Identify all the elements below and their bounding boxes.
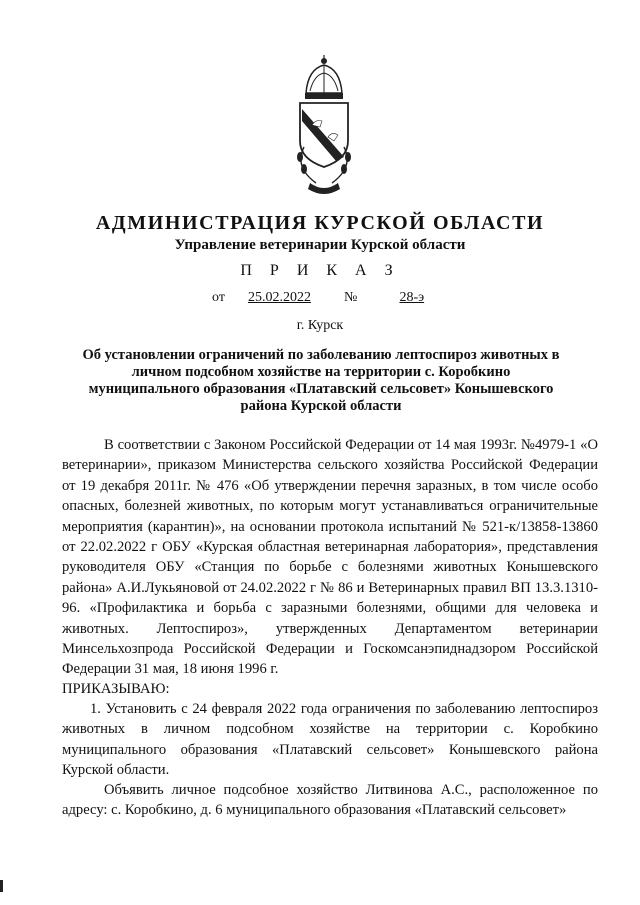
city: г. Курск: [296, 318, 344, 333]
number-sign: №: [343, 290, 358, 305]
paragraph-announce: Объявить личное подсобное хозяйство Литвинова А.С., расположенное по адресу: с. Коробкино, д. 6 муниципального образования «Платавский сельсовет»: [62, 782, 598, 819]
date-number-line: [212, 290, 457, 306]
scan-edge-mark: [0, 880, 3, 892]
date-prefix: от: [212, 290, 225, 305]
org-subtitle: Управление ветеринарии Курской области: [174, 237, 466, 253]
paragraph-item-1: 1. Установить с 24 февраля 2022 года ограничения по заболеванию лептоспироз животных в личном подсобном хозяйстве на территории с. Коробкино муниципального образования «Платавский сельсовет» Конышевского района Курской области.: [62, 701, 598, 779]
org-title: АДМИНИСТРАЦИЯ КУРСКОЙ ОБЛАСТИ: [95, 212, 545, 234]
document-title: Об установлении ограничений по заболеванию лептоспироз животных в личном подсобном хозяйстве на территории с. Коробкино муниципального образования «Платавский сельсовет» Конышевского района Курской области: [82, 347, 560, 414]
coat-of-arms-emblem: [292, 55, 356, 205]
document-number: 28-э: [399, 290, 425, 305]
document-date: 25.02.2022: [247, 290, 311, 305]
order-word: ПРИКАЗЫВАЮ:: [62, 681, 170, 697]
paragraph-basis: В соответствии с Законом Российской Федерации от 14 мая 1993г. №4979-1 «О ветеринарии», приказом Министерства сельского хозяйства Российской Федерации от 19 декабря 2011г. № 476 «Об утверждении перечня заразных, в том числе особо опасных, болезней животных, по которым могут устанавливаться ограничительные мероприятия (карантин)», на основании протокола испытаний № 521-к/13858-13860 от 22.02.2022 г ОБУ «Курская областная ветеринарная лаборатория», представления руководителя ОБУ «Станция по борьбе с болезнями животных Конышевского района» А.И.Лукьяновой от 24.02.2022 г № 86 и Ветеринарных правил ВП 13.3.1310-96. «Профилактика и борьба с заразными болезнями, общими для человека и животных. Лептоспироз», утвержденных Департаментом ветеринарии Минсельхозпрода Российской Федерации и Госкомсанэпиднадзором Российской Федерации 31 мая, 18 июня 1996 г.: [62, 437, 598, 678]
document-type: П Р И К А З: [240, 262, 400, 279]
